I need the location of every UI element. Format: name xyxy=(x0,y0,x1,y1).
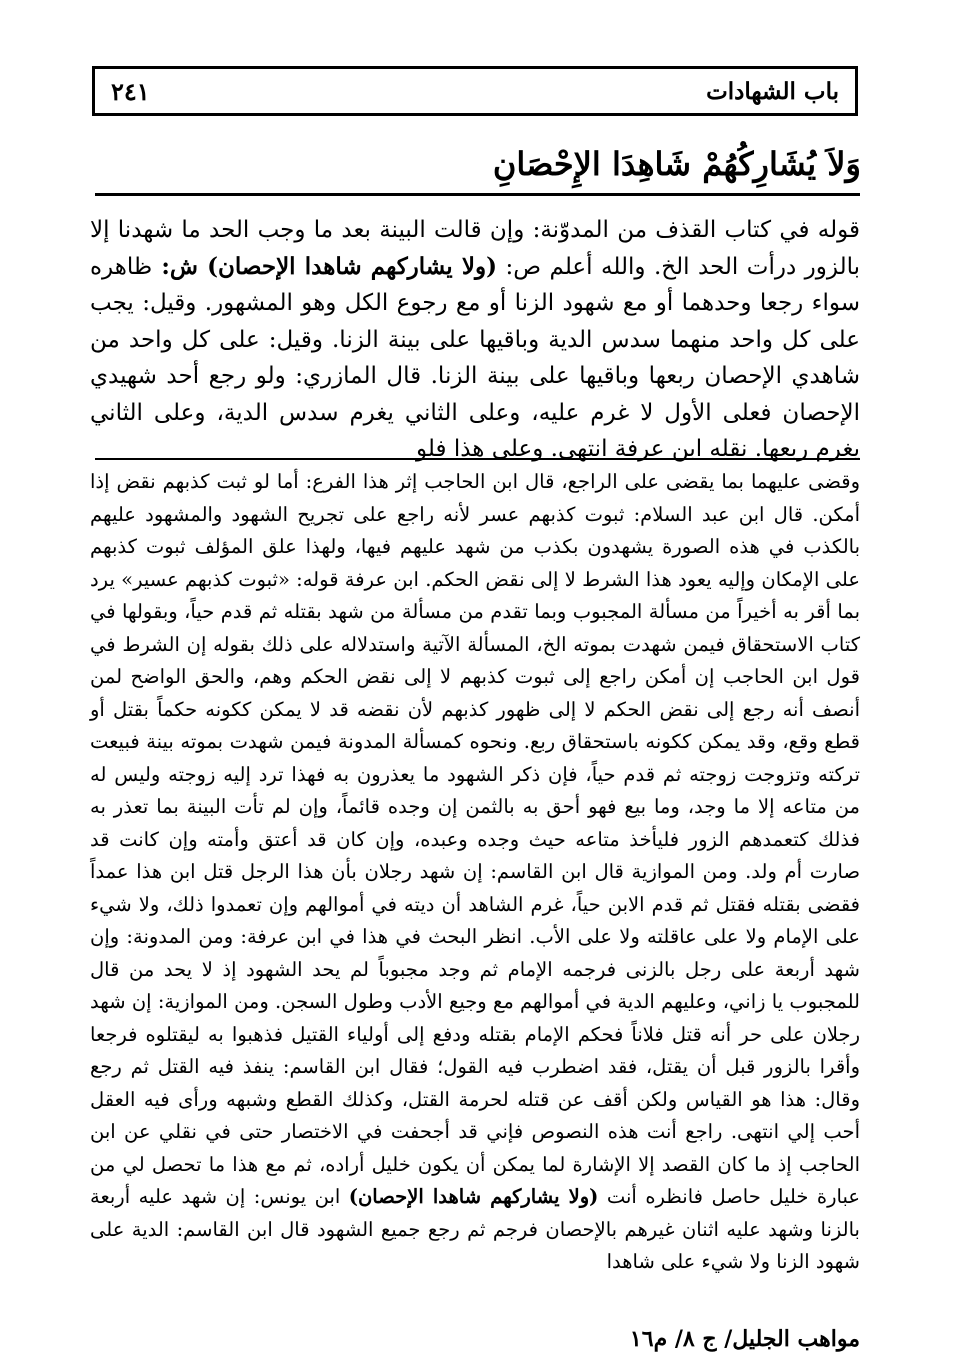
footnote-paragraph: وقضى عليهما بما يقضى على الراجع، قال ابن الحاجب إثر هذا الفرع: أما لو ثبت كذبهم نقض إذا أمكن. قال ابن عبد السلام: ثبوت كذبهم عسر لأنه راجع على تجريح الشهود والمشهود عليهم بالكذب في هذه الصورة يشهدون بكذب من شهد عليهم فيها، ولهذا علق المؤلف ثبوت كذبهم على الإمكان وإليه يعود هذا الشرط لا إلى نقض الحكم. ابن عرفة قوله: «ثبوت كذبهم عسير» يرد بما أقر به أخيراً من مسألة المجبوب وبما تقدم من مسألة من شهد بقتله ثم قدم حياً، وبقولها في كتاب الاستحقاق فيمن شهدت بموته الخ، المسألة الآتية واستدلاله على ذلك بقوله إن الشرط في قول ابن الحاجب إن أمكن راجع إلى ثبوت كذبهم لا إلى نقض الحكم وهم، والحق الواضح لمن أنصف أنه رجع إلى نقض الحكم لا إلى ظهور كذبهم لأن نقضه قد لا يمكن ككونه حكماً بقتل أو قطع وقع، وقد يمكن ككونه باستحقاق ربع. ونحوه كمسألة المدونة فيمن شهدت بموته بينة فبيعت تركته وتزوجت زوجته ثم قدم حياً، فإن ذكر الشهود ما يعذرون به فهذا ترد إليه زوجته وليس له من متاعه إلا ما وجد، وما بيع فهو أحق به بالثمن إن وجده قائماً، وإن لم تأت البينة بما تعذر به فذلك كتعمدهم الزور فليأخذ متاعه حيث وجده وعبده، وإن كان قد أعتق وأمته وإن كانت قد صارت أم ولد. ومن الموازية قال ابن القاسم: إن شهد رجلان بأن هذا الرجل قتل ابن هذا عمداً فقضى بقتله فقتل ثم قدم الابن حياً، غرم الشاهد أن ديته في أموالهم وإن تعمدوا ذلك، ولا شيء على الإمام ولا على عاقلته ولا على الأب. انظر البحث في هذا في ابن عرفة: ومن المدونة: وإن شهد أربعة على رجل بالزنى فرجمه الإمام ثم وجد مجبوباً لم يحد الشهود إذ لا يحد من قال للمجبوب يا زاني، وعليهم الدية في أموالهم مع وجيع الأدب وطول السجن. ومن الموازية: إن شهد رجلان على حر أنه قتل فلاناً فحكم الإمام بقتله ودفع إلى أولياء القتيل فذهبوا به ليقتلوه فرجعا وأقرا بالزور قبل أن يقتل، فقد اضطرب فيه القول؛ فقال ابن القاسم: ينفذ فيه القتل ثم رجع وقال: هذا هو القياس ولكن أقف عن قتله لحرمة القتل، وكذلك القطع وشبهه ورأى فيه العقل أحب إلي انتهى. راجع أنت هذه النصوص فإني قد أجحفت في الاختصار حتى في نقلي عن ابن الحاجب إذ ما كان القصد إلا الإشارة لما يمكن أن يكون خليل أراده، ثم مع هذا ما تحصل لي من عبارة خليل حاصل فانظره أنت (ولا يشاركهم شاهدا الإحصان) ابن يونس: إن شهد عليه أربعة بالزنا وشهد عليه اثنان غيرهم بالإحصان فرجم ثم رجع جميع الشهود قال ابن القاسم: الدية على شهود الزنا ولا شيء على شاهدا xyxy=(90,470,860,1273)
matn-separator xyxy=(95,193,860,196)
running-header xyxy=(92,66,858,116)
matn-text: وَلاَ يُشَارِكُهُمْ شَاهِدَا الإِحْصَانِ xyxy=(492,145,861,183)
footnote-separator xyxy=(95,458,860,460)
chapter-title: باب الشهادات xyxy=(706,77,839,105)
book-footer: مواهب الجليل/ ج ٨/ م١٦ xyxy=(629,1326,860,1352)
page-number: ٢٤١ xyxy=(111,76,150,106)
commentary-body xyxy=(90,212,860,468)
quoted-matn-footnote: (ولا يشاركهم شاهدا الإحصان) xyxy=(348,1185,599,1208)
footnote-body xyxy=(90,466,860,1279)
commentary-paragraph: قوله في كتاب القذف من المدوّنة: وإن قالت البينة بعد ما وجب الحد ما شهدنا إلا بالزور درأت الحد الخ. والله أعلم ص: (ولا يشاركهم شاهدا الإحصان) ش: ظاهره سواء رجعا وحدهما أو مع شهود الزنا أو مع رجوع الكل وهو المشهور. وقيل: يجب على كل واحد منهما سدس الدية وباقيها على بينة الزنا. وقيل: على كل واحد من شاهدي الإحصان ربعها وباقيها على بينة الزنا. قال المازري: ولو رجع أحد شهيدي الإحصان فعلى الأول لا غرم عليه، وعلى الثاني يغرم سدس الدية، وعلى الثاني يغرم ربعها. نقله ابن عرفة انتهى. وعلى هذا فلو xyxy=(90,217,860,462)
quoted-matn: (ولا يشاركهم شاهدا الإحصان) xyxy=(207,252,497,280)
